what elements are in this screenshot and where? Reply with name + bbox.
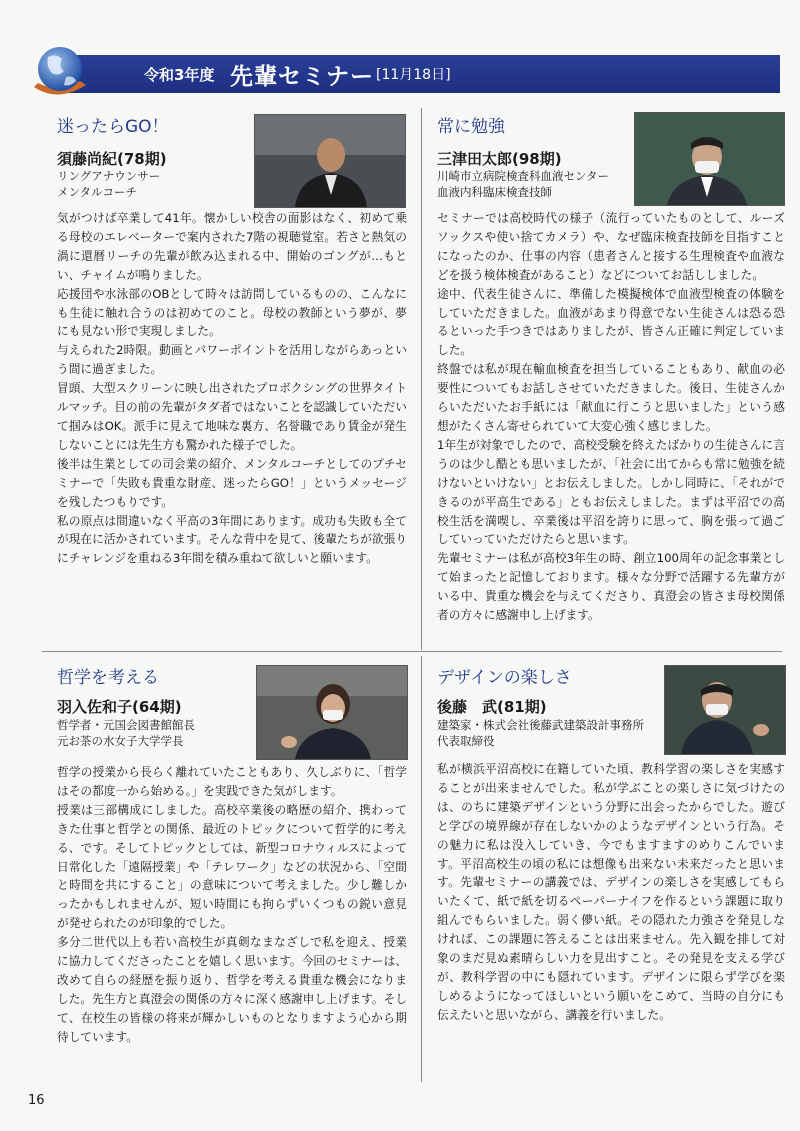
paragraph: 授業は三部構成にしました。高校卒業後の略歴の紹介、携わってきた仕事と哲学との関係、最近のトピックについて哲学的に考える、です。そしてトピックとしては、新型コロナウィルスによって日常化した「遠隔授業」や「テレワーク」などの状況から、「空間と時間を共にすること」の意味について考えました。少し難しかったかもしれませんが、短い時間にも拘らずいくつもの鋭い意見が発せられたのが印象的でした。 — [57, 802, 407, 931]
author-role: 血液内科臨床検査技師 — [437, 185, 552, 199]
paragraph: 途中、代表生徒さんに、準備した模擬検体で血液型検査の体験をしていただきました。血液があまり得意でない生徒さんは恐る恐るといった手つきではありましたが、皆さん正確に判定していました。 — [437, 286, 785, 358]
paragraph: 気がつけば卒業して41年。懐かしい校舎の面影はなく、初めて乗る母校のエレベーターで案内された7階の視聴覚室。若さと熱気の渦に還暦リーチの先輩が飲み込まれる中、開始のゴングが…もとい、チャイムが鳴りました。 — [57, 211, 407, 282]
paragraph: 応援団や水泳部のOBとして時々は訪問しているものの、こんなにも生徒に触れ合うのは初めてのこと。母校の教師という夢が、夢にも見ない形で実現しました。 — [57, 286, 407, 339]
paragraph: セミナーでは高校時代の様子（流行っていたものとして、ルーズソックスや使い捨てカメラ）や、なぜ臨床検査技師を目指すことになったのか、仕事の内容（患者さんと接する生理検査や血液などを扱う検体検査があること）などについてお話ししました。 — [437, 211, 785, 282]
header-year: 令和3年度 — [144, 66, 215, 84]
author-name: 後藤 武(81期) — [437, 698, 547, 716]
author-photo — [254, 114, 406, 208]
article-body — [437, 760, 785, 1025]
article-title: 迷ったらGO！ — [57, 117, 169, 137]
article-body — [57, 763, 407, 1047]
author-role: リングアナウンサー — [57, 169, 161, 183]
column-divider-bottom — [421, 656, 422, 1082]
author-photo — [256, 665, 408, 760]
author-name: 羽入佐和子(64期) — [57, 698, 182, 716]
header-date: [11月18日] — [376, 67, 451, 83]
author-name: 須藤尚紀(78期) — [57, 150, 167, 168]
author-role: 川崎市立病院検査科血液センター — [437, 169, 610, 183]
author-photo — [664, 665, 786, 755]
paragraph: 私の原点は間違いなく平高の3年間にあります。成功も失敗も全てが現在に活かされています。そんな背中を見て、後輩たちが欲張りにチャレンジを重ねる3年間を積み重ねて欲しいと願います。 — [57, 513, 407, 566]
paragraph: 先輩セミナーは私が高校3年生の時、創立100周年の記念事業として始まったと記憶しております。様々な分野で活躍する先輩方がいる中、貴重な機会を与えてくださり、真澄会の皆さま母校関係者の方々に感謝申し上げます。 — [437, 551, 785, 623]
paragraph: 冒頭、大型スクリーンに映し出されたプロボクシングの世界タイトルマッチ。目の前の先輩がタダ者ではないことを認識していただいて掴みはOK。派手に見えて地味な裏方、名誉職であり賃金が発生しないことには先生方も驚かれた様子でした。 — [57, 381, 407, 452]
article-body — [437, 209, 785, 625]
author-name: 三津田太郎(98期) — [437, 150, 562, 168]
article-title: デザインの楽しさ — [437, 668, 572, 688]
author-role: 代表取締役 — [437, 734, 495, 748]
paragraph: 終盤では私が現在輸血検査を担当していることもあり、献血の必要性についてもお話しさせていただきました。後日、生徒さんからいただいたお手紙には「献血に行こうと思いました」という感想がたくさん寄せられていて大変心強く感じました。 — [437, 362, 785, 433]
article-title: 哲学を考える — [57, 668, 159, 688]
article-body — [57, 209, 407, 568]
header-title: 先輩セミナー — [230, 64, 374, 90]
row-divider — [42, 651, 782, 652]
author-role: 建築家・株式会社後藤武建築設計事務所 — [437, 718, 644, 732]
author-role: メンタルコーチ — [57, 185, 138, 199]
author-photo — [634, 112, 785, 206]
column-divider-top — [421, 108, 422, 650]
page-number: 16 — [28, 1093, 45, 1108]
author-role: 元お茶の水女子大学学長 — [57, 734, 184, 748]
paragraph: 哲学の授業から長らく離れていたこともあり、久しぶりに、「哲学はその都度一から始める。」を実践できた気がします。 — [57, 765, 407, 798]
paragraph: 1年生が対象でしたので、高校受験を終えたばかりの生徒さんに言うのは少し酷とも思いましたが、「社会に出てからも常に勉強を続けないといけない」とお伝えしました。しかし同時に、「それができるのが平高生である」ともお伝えしました。まずは平沼での高校生活を満喫し、卒業後は平沼を誇りに思って、胸を張って過ごしていっていただけたらと思います。 — [437, 437, 785, 547]
paragraph: 後半は生業としての司会業の紹介、メンタルコーチとしてのプチセミナーで「失敗も貴重な財産、迷ったらGO！」というメッセージを残したつもりです。 — [57, 456, 407, 509]
author-role: 哲学者・元国会図書館館長 — [57, 718, 195, 732]
paragraph: 多分二世代以上も若い高校生が真剣なまなざしで私を迎え、授業に協力してくださったことを嬉しく思います。今回のセミナーは、改めて自らの経歴を振り返り、哲学を考える貴重な機会になりました。先生方と真澄会の関係の方々に深く感謝申し上げます。そして、在校生の皆様の将来が輝かしいものとなりますよう心から期待しています。 — [57, 935, 407, 1044]
globe-icon — [28, 41, 92, 103]
page-header-banner — [58, 55, 780, 93]
paragraph: 私が横浜平沼高校に在籍していた頃、教科学習の楽しさを実感することが出来ませんでした。私が学ぶことの楽しさに気づけたのは、のちに建築デザインという分野に出会ったからでした。遊びと学びの境界線が存在しないかのようなデザインという行為。その魅力に私は没入していき、今でもますますのめりこんでいます。平沼高校生の頃の私には想像も出来ない未来だったと思います。先輩セミナーの講義では、デザインの楽しさを実感してもらいたくて、紙で紙を切るペーパーナイフを作るという課題に取り組んでもらいました。弱く儚い紙。その隠れた力強さを発見しなければ、この課題に答えることは出来ません。先入観を排して対象のまだ見ぬ素晴らしい力を見出すこと。その発見を支える学びが、教科学習の中にも隠れています。デザインに限らず学びを楽しめるようになってほしいという願いをこめて、当時の自分にも伝えたいと思いながら、講義を行いました。 — [437, 762, 785, 1022]
paragraph: 与えられた2時限。動画とパワーポイントを活用しながらあっという間に過ぎました。 — [57, 343, 407, 377]
article-title: 常に勉強 — [437, 117, 505, 137]
